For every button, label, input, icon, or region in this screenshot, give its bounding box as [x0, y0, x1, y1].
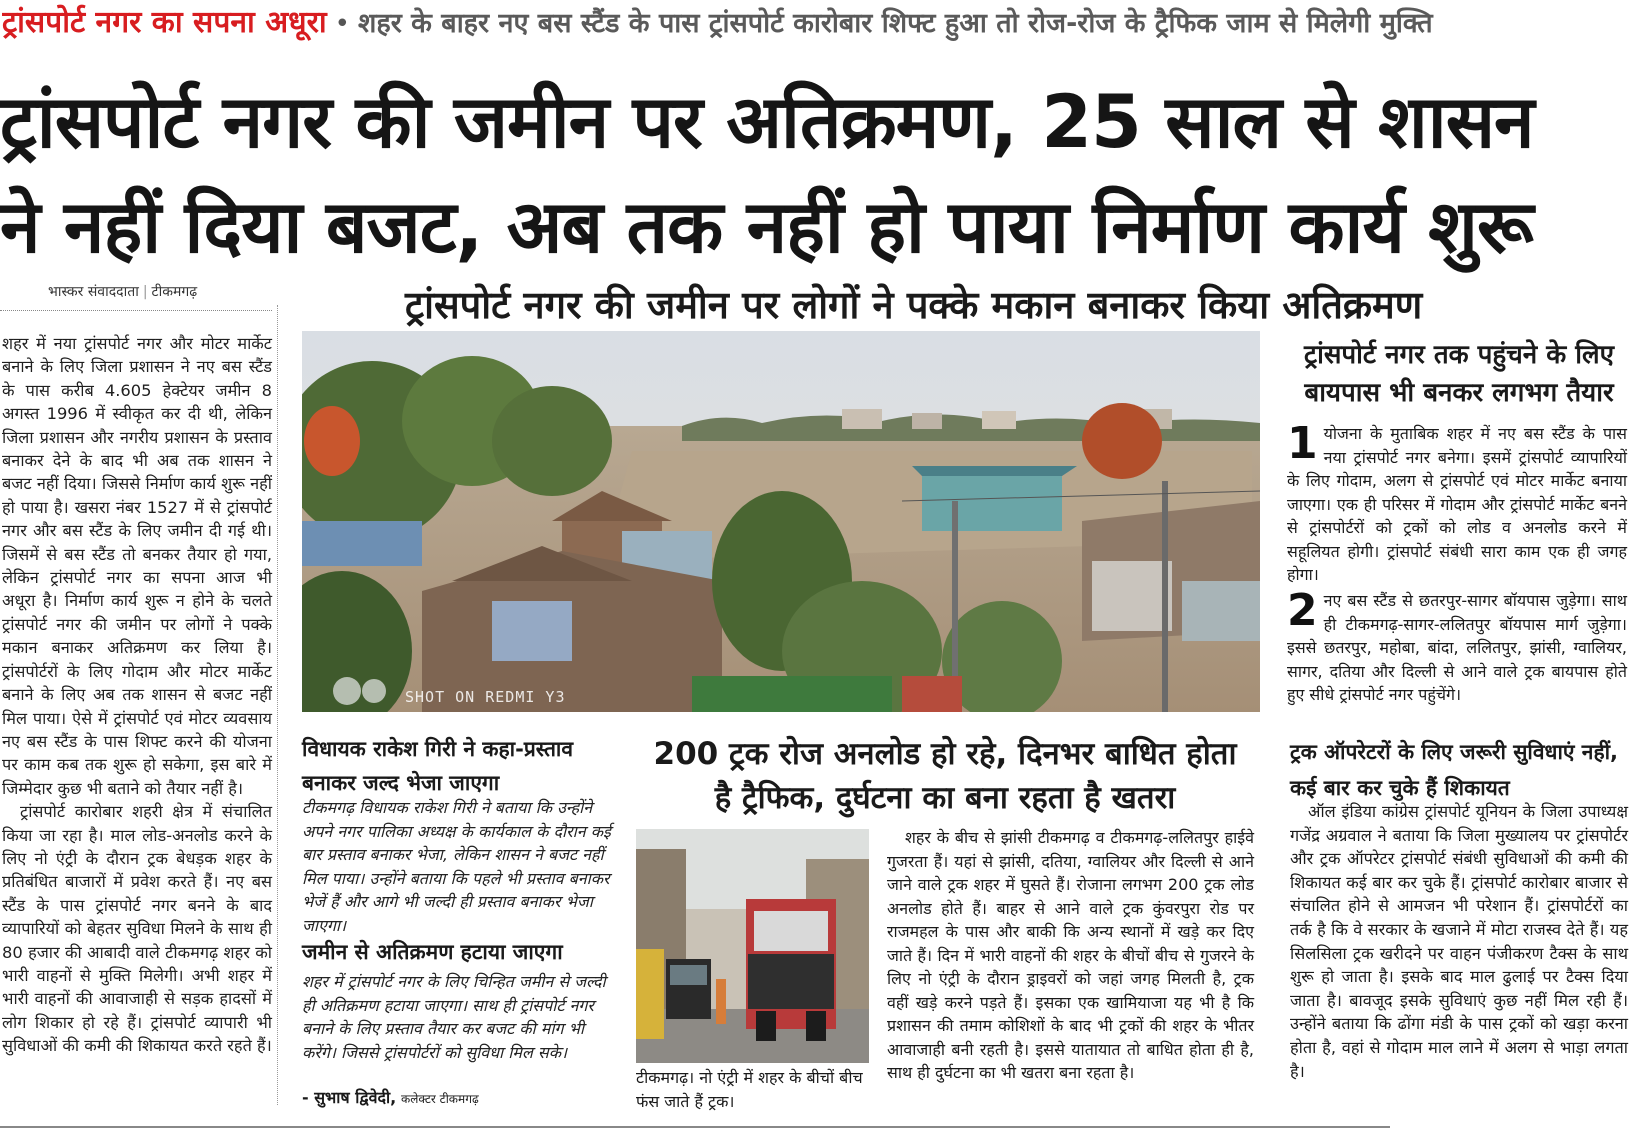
- sidebar-item-1-number: 1: [1287, 418, 1318, 469]
- mla-headline: विधायक राकेश गिरी ने कहा-प्रस्ताव बनाकर जल्द भेजा जाएगा: [302, 737, 574, 795]
- byline-place: टीकमगढ़: [151, 284, 198, 300]
- kicker-line: [2, 2, 1627, 44]
- headline-line-2: ने नहीं दिया बजट, अब तक नहीं हो पाया निर्माण कार्य शुरू: [0, 185, 1533, 270]
- collector-quote-text: शहर में ट्रांसपोर्ट नगर के लिए चिन्हित जमीन से जल्दी ही अतिक्रमण हटाया जाएगा। साथ ही ट्रांसपोर्ट नगर बनाने के लिए प्रस्ताव तैयार कर बजट की मांग भी करेंगे। जिससे ट्रांसपोर्टरों को सुविधा मिल सके।: [302, 972, 606, 1062]
- byline-divider: [0, 310, 272, 311]
- article-column-1: [2, 332, 272, 1058]
- byline-separator: |: [142, 284, 148, 300]
- sidebar-item-2-number: 2: [1287, 585, 1318, 636]
- truck-photo-caption: टीकमगढ़। नो एंट्री में शहर के बीचों बीच फंस जाते हैं ट्रक।: [636, 1068, 863, 1111]
- collector-name: - सुभाष द्विवेदी,: [302, 1088, 397, 1107]
- encroachment-landscape-image: [302, 331, 1260, 712]
- trucks-article-text: शहर के बीच से झांसी टीकमगढ़ व टीकमगढ़-ललितपुर हाईवे गुजरता हैं। यहां से झांसी, दतिया, ग्वालियर और दिल्ली से आने जाने वाले ट्रक शहर में घुसते हैं। रोजाना लगभग 200 ट्रक लोड अनलोड होते हैं। बाहर से आने वाले ट्रक कुंवरपुरा रोड पर राजमहल के पास और बाकी कि अन्य स्थानों में खड़े कर दिए जाते हैं। दिन में भारी वाहनों की शहर के बीचों बीच से गुजरने के लिए नो एंट्री के दौरान ड्राइवरों को जहां जगह मिलती है, ट्रक वहीं खड़े करने पड़ते हैं। इसका एक खामियाजा यह भी है कि प्रशासन की तमाम कोशिशों के बाद भी ट्रकों की शहर के भीतर आवाजाही बनी रहती है। इससे यातायात तो बाधित होता ही है, साथ ही दुर्घटना का भी खतरा बना रहता है।: [887, 828, 1254, 1082]
- column-divider: [277, 305, 278, 1105]
- bullet-dot: •: [334, 9, 350, 39]
- byline-reporter: भास्कर संवाददाता: [48, 284, 139, 300]
- collector-signature: [302, 1086, 479, 1108]
- article-paragraph-1: शहर में नया ट्रांसपोर्ट नगर और मोटर मार्केट बनाने के लिए जिला प्रशासन ने नए बस स्टैंड के पास करीब 4.605 हेक्टेयर जमीन 8 अगस्त 1996 में स्वीकृत कर दी थी, लेकिन जिला प्रशासन और नगरीय प्रशासन के प्रस्ताव बनाकर देने के बाद भी अब तक शासन ने बजट नहीं दिया। जिससे निर्माण कार्य शुरू नहीं हो पाया है। खसरा नंबर 1527 में से ट्रांसपोर्ट नगर और बस स्टैंड के लिए जमीन दी गई थी। जिसमें से बस स्टैंड तो बनकर तैयार हो गया, लेकिन ट्रांसपोर्ट नगर का सपना आज भी अधूरा है। निर्माण कार्य शुरू न होने के चलते ट्रांसपोर्ट नगर की जमीन पर लोगों ने पक्के मकान बनाकर अतिक्रमण कर लिया है। ट्रांसपोर्टरों के लिए गोदाम और मोटर मार्केट बनाने के लिए अब तक शासन से बजट नहीं मिल पाया। ऐसे में ट्रांसपोर्ट एवं मोटर व्यवसाय नए बस स्टैंड के पास शिफ्ट करने की योजना पर काम कब तक शुरू हो सकेगा, इस बारे में जिम्मेदार कुछ भी बताने को तैयार नहीं है।: [2, 334, 272, 798]
- operators-headline: ट्रक ऑपरेटरों के लिए जरूरी सुविधाएं नहीं, कई बार कर चुके हैं शिकायत: [1290, 740, 1619, 800]
- sidebar-item-2-text: नए बस स्टैंड से छतरपुर-सागर बॉयपास जुड़ेगा। साथ ही टीकमगढ़-सागर-ललितपुर बॉयपास मार्ग जुड़ेगा। इससे छतरपुर, महोबा, बांदा, ललितपुर, झांसी, ग्वालियर, सागर, दतिया और दिल्ली से आने वाले ट्रक बायपास होते हुए सीधे ट्रांसपोर्ट नगर पहुंचेंगे।: [1287, 591, 1627, 704]
- photo-watermark: SHOT ON REDMI Y3: [405, 688, 566, 706]
- collector-title: कलेक्टर टीकमगढ़: [400, 1092, 479, 1106]
- trucks-headline: 200 ट्रक रोज अनलोड हो रहे, दिनभर बाधित होता है ट्रैफिक, दुर्घटना का बना रहता है खतरा: [653, 736, 1237, 816]
- kicker-red-label: ट्रांसपोर्ट नगर का सपना अधूरा: [2, 5, 327, 40]
- headline-line-1: ट्रांसपोर्ट नगर की जमीन पर अतिक्रमण, 25 साल से शासन: [0, 80, 1534, 165]
- byline: [48, 282, 197, 301]
- truck-photo: [636, 829, 869, 1063]
- sidebar-headline: ट्रांसपोर्ट नगर तक पहुंचने के लिए बायपास भी बनकर लगभग तैयार: [1304, 340, 1614, 408]
- truck-street-image: [636, 829, 869, 1063]
- sidebar-item-2: [1287, 585, 1627, 707]
- mla-subheadline: जमीन से अतिक्रमण हटाया जाएगा: [302, 940, 563, 964]
- main-photo: [302, 331, 1260, 712]
- article-paragraph-2: ट्रांसपोर्ट कारोबार शहरी क्षेत्र में संचालित किया जा रहा है। माल लोड-अनलोड करने के लिए नो एंट्री के दौरान ट्रक बेधड़क शहर के प्रतिबंधित बाजारों में प्रवेश करते हैं। नए बस स्टैंड के पास ट्रांसपोर्ट नगर बनने के बाद व्यापारियों को बेहतर सुविधा मिलने के साथ ही 80 हजार की आबादी वाले टीकमगढ़ शहर को भारी वाहनों से मुक्ति मिलेगी। अभी शहर में भारी वाहनों की आवाजाही से सड़क हादसों में लोग शिकार हो रहे हैं। ट्रांसपोर्ट व्यापारी भी सुविधाओं की कमी की शिकायत करते रहते हैं।: [2, 802, 272, 1056]
- sidebar-item-1-text: योजना के मुताबिक शहर में नए बस स्टैंड के पास नया ट्रांसपोर्ट नगर बनेगा। इसमें ट्रांसपोर्ट व्यापारियों के लिए गोदाम, अलग से ट्रांसपोर्ट एवं मोटर मार्केट बनाया जाएगा। एक ही परिसर में गोदाम और ट्रांसपोर्ट मार्केट बनने से ट्रांसपोर्टरों को ट्रकों को लोड व अनलोड करने में सहूलियत होगी। ट्रांसपोर्ट संबंधी सारा काम एक ही जगह होगा।: [1287, 424, 1627, 584]
- main-headline: [0, 70, 1635, 280]
- sidebar-item-1: [1287, 418, 1627, 587]
- mla-quote-text: टीकमगढ़ विधायक राकेश गिरी ने बताया कि उन्होंने अपने नगर पालिका अध्यक्ष के कार्यकाल के दौरान कई बार प्रस्ताव बनाकर भेजा, लेकिन शासन ने बजट नहीं मिल पाया। उन्होंने बताया कि पहले भी प्रस्ताव बनाकर भेजें हैं और आगे भी जल्दी ही प्रस्ताव बनाकर भेजा जाएगा।: [302, 798, 611, 935]
- kicker-deck: शहर के बाहर नए बस स्टैंड के पास ट्रांसपोर्ट कारोबार शिफ्ट हुआ तो रोज-रोज के ट्रैफिक जाम से मिलेगी मुक्ति: [358, 8, 1433, 39]
- operators-article-text: ऑल इंडिया कांग्रेस ट्रांसपोर्ट यूनियन के जिला उपाध्यक्ष गजेंद्र अग्रवाल ने बताया कि जिला मुख्यालय पर ट्रांसपोर्टर और ट्रक ऑपरेटर ट्रांसपोर्ट संबंधी सुविधाओं की कमी की शिकायत कई बार कर चुके हैं। ट्रांसपोर्ट कारोबार बाजार से संचालित होने से आमजन भी परेशान हैं। ट्रांसपोर्टरों का तर्क है कि वे सरकार के खजाने में मोटा राजस्व देते हैं। यह सिलसिला ट्रक खरीदने पर वाहन पंजीकरण टैक्स के साथ शुरू हो जाता है। इसके बाद माल ढुलाई पर टैक्स दिया जाता है। बावजूद इसके सुविधाएं कुछ नहीं मिल रही हैं। उन्होंने बताया कि ढोंगा मंडी के पास ट्रकों को खड़ा करना होता है, वहां से गोदाम माल लाने में अलग से भाड़ा लगता है।: [1290, 802, 1628, 1081]
- bottom-divider: [0, 1126, 1390, 1128]
- photo-subhead: ट्रांसपोर्ट नगर की जमीन पर लोगों ने पक्के मकान बनाकर किया अतिक्रमण: [405, 283, 1423, 327]
